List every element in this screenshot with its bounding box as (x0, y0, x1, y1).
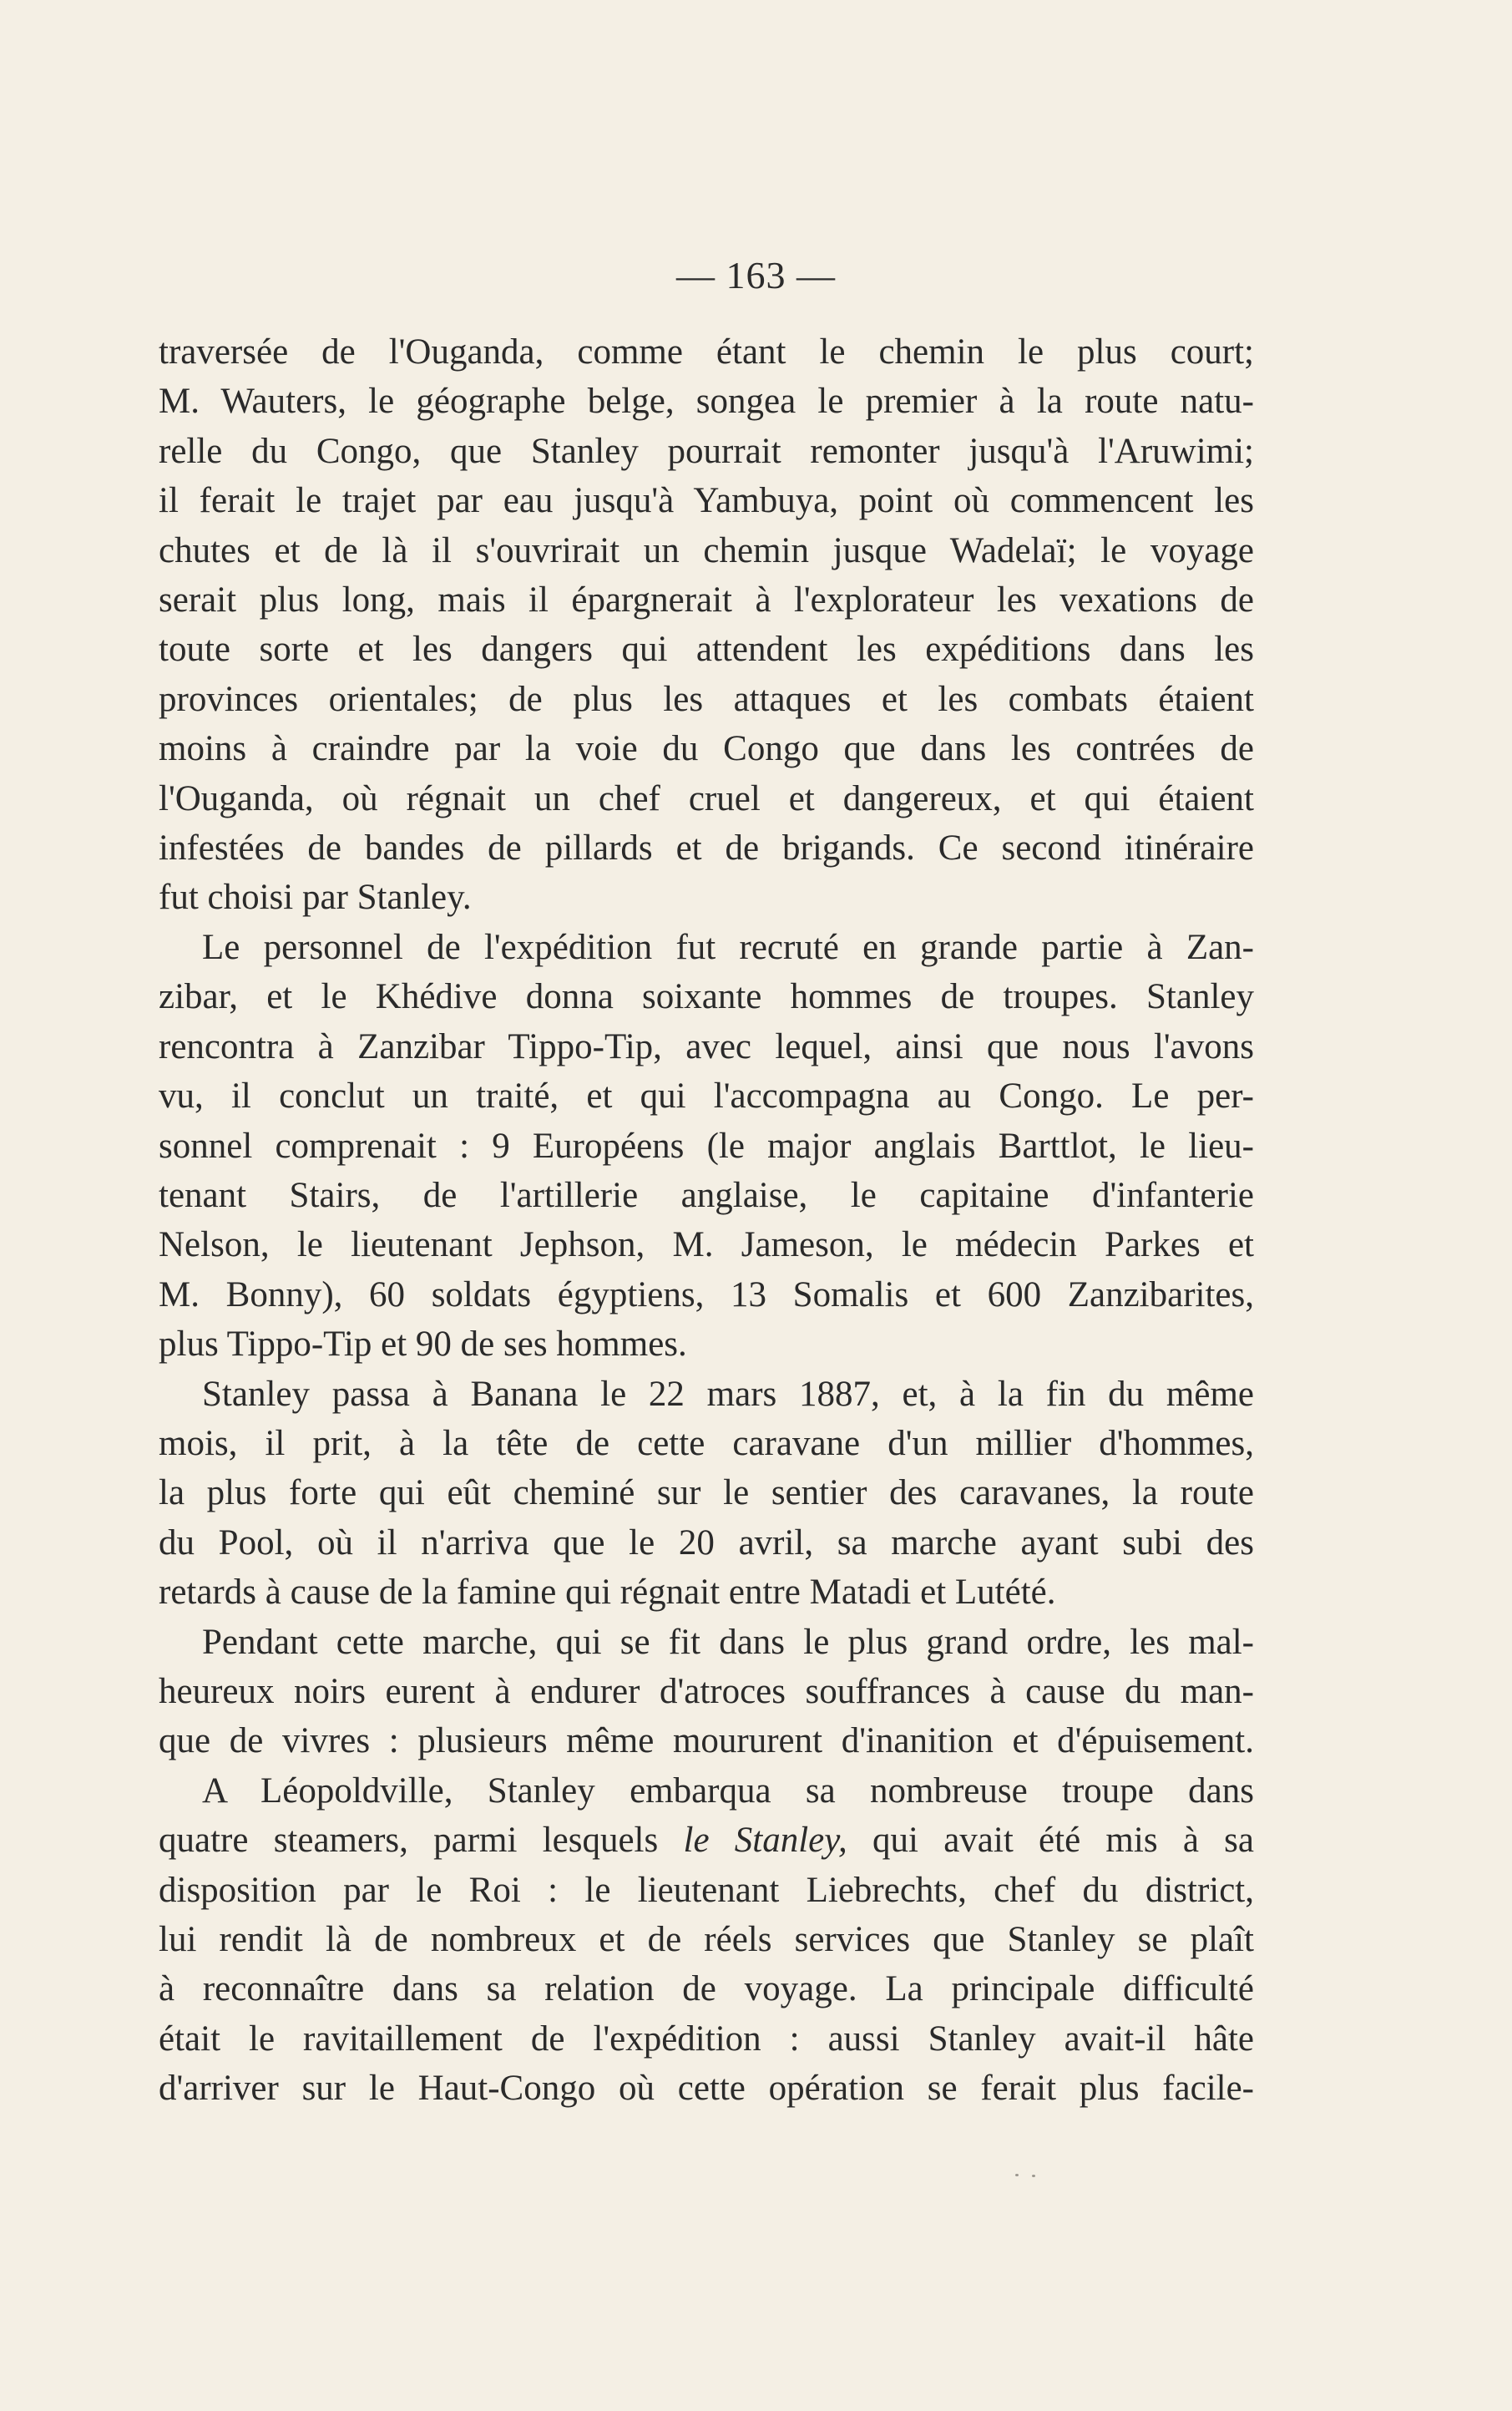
text-line: lui rendit là de nombreux et de réels services que Stanley se plaît (159, 1920, 1254, 1959)
text-line: sonnel comprenait : 9 Européens (le major anglais Barttlot, le lieu- (159, 1126, 1254, 1166)
body-text (159, 327, 1254, 2114)
text-line: Stanley passa à Banana le 22 mars 1887, et, à la fin du même (202, 1374, 1254, 1414)
text-line: moins à craindre par la voie du Congo que dans les contrées de (159, 729, 1254, 769)
text-fragment: qui avait été mis à sa (847, 1821, 1254, 1861)
text-line: d'arriver sur le Haut-Congo où cette opération se ferait plus facile- (159, 2069, 1254, 2109)
text-line: du Pool, où il n'arriva que le 20 avril, sa marche ayant subi des (159, 1522, 1254, 1563)
text-line-with-italic (159, 1816, 1254, 1865)
text-line: zibar, et le Khédive donna soixante hommes de troupes. Stanley (159, 977, 1254, 1017)
page-number: — 163 — (676, 254, 836, 296)
text-line: était le ravitaillement de l'expédition : aussi Stanley avait-il hâte (159, 2018, 1254, 2059)
text-line: plus Tippo-Tip et 90 de ses hommes. (159, 1325, 687, 1365)
text-line: A Léopoldville, Stanley embarqua sa nombreuse troupe dans (202, 1770, 1254, 1811)
text-line: Nelson, le lieutenant Jephson, M. Jameson, le médecin Parkes et (159, 1225, 1254, 1265)
text-line: provinces orientales; de plus les attaques et les combats étaient (159, 679, 1254, 719)
text-line: serait plus long, mais il épargnerait à l'explorateur les vexations de (159, 580, 1254, 620)
text-line: fut choisi par Stanley. (159, 878, 472, 918)
text-line: il ferait le trajet par eau jusqu'à Yambuya, point où commencent les (159, 481, 1254, 521)
text-line: chutes et de là il s'ouvrirait un chemin jusque Wadelaï; le voyage (159, 530, 1254, 570)
text-line: M. Bonny), 60 soldats égyptiens, 13 Somalis et 600 Zanzibarites, (159, 1274, 1254, 1314)
text-line: infestées de bandes de pillards et de brigands. Ce second itinéraire (159, 828, 1254, 869)
text-line: la plus forte qui eût cheminé sur le sentier des caravanes, la route (159, 1473, 1254, 1513)
text-line: M. Wauters, le géographe belge, songea le premier à la route natu- (159, 382, 1254, 422)
scan-speck (1032, 2175, 1035, 2177)
text-line: mois, il prit, à la tête de cette caravane d'un millier d'hommes, (159, 1423, 1254, 1463)
text-line: Le personnel de l'expédition fut recruté en grande partie à Zan- (202, 927, 1254, 967)
text-line: l'Ouganda, où régnait un chef cruel et dangereux, et qui étaient (159, 778, 1254, 818)
paragraph-3 (159, 1370, 1254, 1618)
text-line: à reconnaître dans sa relation de voyage. La principale difficulté (159, 1969, 1254, 2009)
paragraph-4 (159, 1618, 1254, 1766)
text-line: traversée de l'Ouganda, comme étant le chemin le plus court; (159, 332, 1254, 372)
text-line: toute sorte et les dangers qui attendent les expéditions dans les (159, 630, 1254, 670)
ship-name-italic: le Stanley, (683, 1821, 847, 1861)
text-line: tenant Stairs, de l'artillerie anglaise, le capitaine d'infanterie (159, 1175, 1254, 1215)
text-line: disposition par le Roi : le lieutenant Liebrechts, chef du district, (159, 1870, 1254, 1910)
text-line: retards à cause de la famine qui régnait entre Matadi et Lutété. (159, 1573, 1056, 1613)
text-fragment: quatre steamers, parmi lesquels (159, 1821, 684, 1861)
text-line: que de vivres : plusieurs même moururent d'inanition et d'épuisement. (159, 1721, 1254, 1761)
text-line: rencontra à Zanzibar Tippo-Tip, avec lequel, ainsi que nous l'avons (159, 1026, 1254, 1066)
text-line: vu, il conclut un traité, et qui l'accompagna au Congo. Le per- (159, 1076, 1254, 1117)
text-line: heureux noirs eurent à endurer d'atroces souffrances à cause du man- (159, 1671, 1254, 1711)
paragraph-2 (159, 923, 1254, 1370)
text-line: Pendant cette marche, qui se fit dans le plus grand ordre, les mal- (202, 1622, 1254, 1662)
text-line: relle du Congo, que Stanley pourrait remonter jusqu'à l'Aruwimi; (159, 431, 1254, 471)
paragraph-5 (159, 1766, 1254, 2114)
scan-speck (1015, 2174, 1019, 2176)
paragraph-1 (159, 327, 1254, 923)
